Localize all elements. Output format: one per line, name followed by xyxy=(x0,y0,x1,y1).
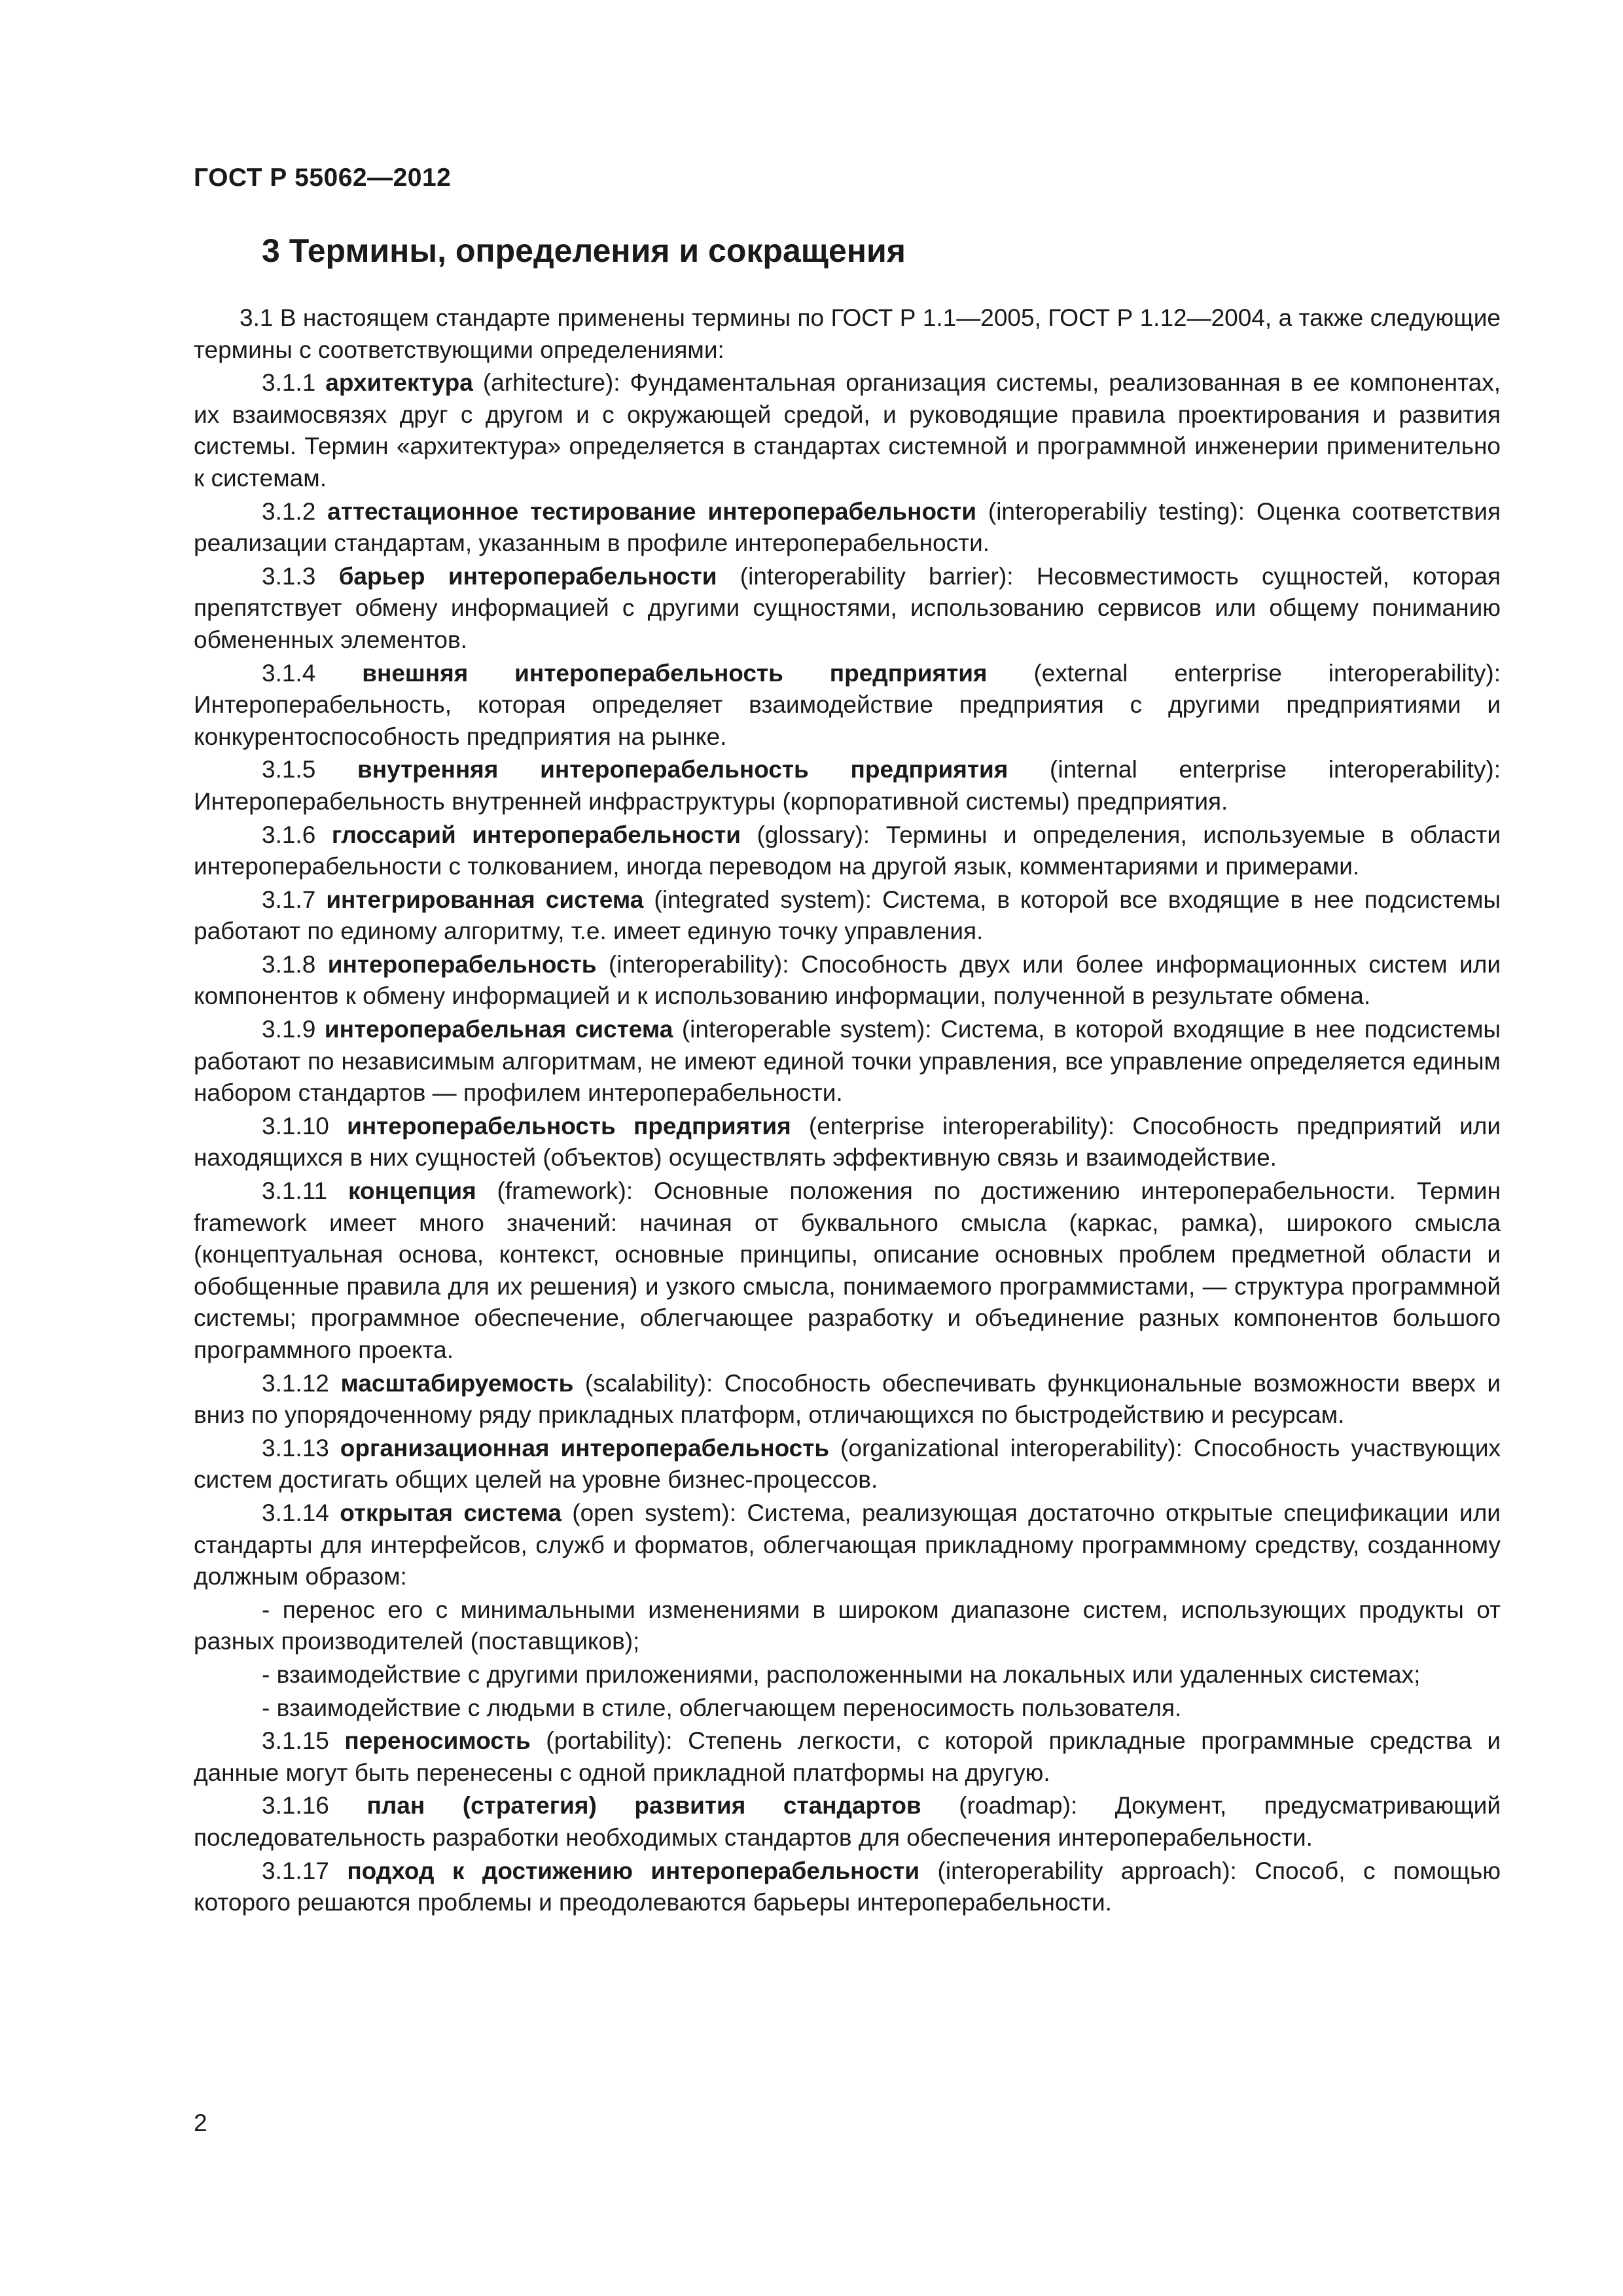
term-definition: (arhitecture): Фундаментальная организация системы, реализованная в ее компонентах, их взаимосвязях друг с другом и с окружающей средой, и руководящие правила проектирования и развития системы. Термин «архитектура» определяется в стандартах системной и программной инженерии применительно к системам. xyxy=(194,369,1501,492)
term-name: внешняя интероперабельность предприятия xyxy=(362,659,988,687)
term-number: 3.1.5 xyxy=(262,756,358,783)
term-paragraph-3-1-1 xyxy=(194,367,1501,494)
term-paragraph-3-1-7 xyxy=(194,884,1501,948)
term-definition: (interoperable system): Система, в которой входящие в нее подсистемы работают по независимым алгоритмам, не имеют единой точки управления, все управление определяется единым набором стандартов — профилем интероперабельности. xyxy=(194,1016,1501,1107)
term-name: аттестационное тестирование интероперабельности xyxy=(327,497,977,525)
term-number: 3.1.7 xyxy=(262,886,327,913)
term-name: подход к достижению интероперабельности xyxy=(347,1857,920,1884)
term-paragraph-3-1-2 xyxy=(194,496,1501,560)
document-header-id: ГОСТ Р 55062—2012 xyxy=(194,164,452,192)
list-item: - перенос его с минимальными изменениями в широком диапазоне систем, использующих продукты от разных производителей (поставщиков); xyxy=(194,1596,1501,1655)
term-name: открытая система xyxy=(340,1499,562,1526)
term-name: интероперабельная система xyxy=(324,1016,673,1043)
term-name: интероперабельность xyxy=(327,950,597,978)
term-name: глоссарий интероперабельности xyxy=(331,821,741,848)
term-definition: (organizational interoperability): Способность участвующих систем достигать общих целей на уровне бизнес-процессов. xyxy=(194,1434,1501,1494)
term-number: 3.1.12 xyxy=(262,1369,341,1397)
term-paragraph-3-1-8 xyxy=(194,949,1501,1013)
term-name: организационная интероперабельность xyxy=(340,1434,830,1462)
page-number: 2 xyxy=(194,2109,207,2136)
term-paragraph-3-1-6 xyxy=(194,819,1501,883)
section-title: 3 Термины, определения и сокращения xyxy=(262,232,906,269)
term-definition: (glossary): Термины и определения, используемые в области интероперабельности с толкованием, иногда переводом на другой язык, комментариями и примерами. xyxy=(194,821,1501,880)
intro-paragraph: 3.1 В настоящем стандарте применены термины по ГОСТ Р 1.1—2005, ГОСТ Р 1.12—2004, а также следующие термины с соответствующими определениями: xyxy=(194,304,1501,363)
term-definition: (external enterprise interoperability): Интероперабельность, которая определяет взаимодействие предприятия с другими предприятиями и конкурентоспособность предприятия на рынке. xyxy=(194,659,1501,750)
term-paragraph-3-1-11 xyxy=(194,1175,1501,1367)
term-number: 3.1.4 xyxy=(262,659,363,687)
term-definition: (interoperability approach): Способ, с помощью которого решаются проблемы и преодолеваются барьеры интероперабельности. xyxy=(194,1857,1501,1916)
term-definition: (integrated system): Система, в которой все входящие в нее подсистемы работают по единому алгоритму, т.е. имеет единую точку управления. xyxy=(194,886,1501,945)
term-paragraph-3-1-17 xyxy=(194,1856,1501,1919)
term-definition: (internal enterprise interoperability): Интероперабельность внутренней инфраструктуры (корпоративной системы) предприятия. xyxy=(194,756,1501,815)
term-paragraph-3-1-15 xyxy=(194,1725,1501,1789)
term-definition: (interoperabiliy testing): Оценка соответствия реализации стандартам, указанным в профиле интероперабельности. xyxy=(194,497,1501,557)
term-number: 3.1.9 xyxy=(262,1016,325,1043)
term-name: интероперабельность предприятия xyxy=(347,1112,791,1139)
term-name: внутренняя интероперабельность предприятия xyxy=(357,756,1008,783)
term-number: 3.1.15 xyxy=(262,1727,345,1755)
term-number: 3.1.6 xyxy=(262,821,332,848)
term-number: 3.1.10 xyxy=(262,1112,348,1139)
term-paragraph-3-1-9 xyxy=(194,1014,1501,1109)
term-number: 3.1.16 xyxy=(262,1792,367,1820)
term-paragraph-3-1-14 xyxy=(194,1498,1501,1593)
list-item: - взаимодействие с другими приложениями, расположенными на локальных или удаленных системах; xyxy=(262,1660,1421,1688)
term-number: 3.1.17 xyxy=(262,1857,348,1884)
term-number: 3.1.14 xyxy=(262,1499,340,1526)
term-number: 3.1.3 xyxy=(262,562,339,590)
term-definition: (interoperability barrier): Несовместимость сущностей, которая препятствует обмену информацией с другими сущностями, использованию сервисов или общему пониманию обмененных элементов. xyxy=(194,562,1501,653)
term-number: 3.1.2 xyxy=(262,497,328,525)
term-number: 3.1.13 xyxy=(262,1434,340,1462)
term-name: интегрированная система xyxy=(326,886,644,913)
term-definition: (enterprise interoperability): Способность предприятий или находящихся в них сущностей (объектов) осуществлять эффективную связь и взаимодействие. xyxy=(194,1112,1501,1172)
list-item: - взаимодействие с людьми в стиле, облегчающем переносимость пользователя. xyxy=(262,1694,1182,1721)
term-name: масштабируемость xyxy=(340,1369,574,1397)
term-paragraph-3-1-4 xyxy=(194,658,1501,753)
term-definition: (portability): Степень легкости, с которой прикладные программные средства и данные могут быть перенесены с одной прикладной платформы на другую. xyxy=(194,1727,1501,1786)
term-name: архитектура xyxy=(325,369,473,397)
term-number: 3.1.1 xyxy=(262,369,326,397)
term-number: 3.1.8 xyxy=(262,950,328,978)
term-paragraph-3-1-3 xyxy=(194,561,1501,656)
term-paragraph-3-1-5 xyxy=(194,754,1501,817)
section-body xyxy=(194,302,1501,1920)
term-name: переносимость xyxy=(344,1727,531,1755)
term-definition: (scalability): Способность обеспечивать функциональные возможности вверх и вниз по упорядоченному ряду прикладных платформ, отличающихся по быстродействию и ресурсам. xyxy=(194,1369,1501,1429)
term-definition: (open system): Система, реализующая достаточно открытые спецификации или стандарты для интерфейсов, служб и форматов, облегчающая прикладному программному средству, созданному должным образом: xyxy=(194,1499,1501,1590)
term-paragraph-3-1-13 xyxy=(194,1433,1501,1496)
term-paragraph-3-1-12 xyxy=(194,1368,1501,1431)
term-number: 3.1.11 xyxy=(262,1177,348,1205)
term-name: концепция xyxy=(348,1177,476,1205)
term-paragraph-3-1-16 xyxy=(194,1790,1501,1854)
term-name: план (стратегия) развития стандартов xyxy=(366,1792,921,1820)
term-name: барьер интероперабельности xyxy=(338,562,717,590)
term-definition: (framework): Основные положения по достижению интероперабельности. Термин framework имеет много значений: начиная от буквального смысла (каркас, рамка), широкого смысла (концептуальная основа, контекст, основные принципы, описание основных проблем предметной области и обобщенные правила для их решения) и узкого смысла, понимаемого программистами, — структура программной системы; программное обеспечение, облегчающее разработку и объединение разных компонентов большого программного проекта. xyxy=(194,1177,1501,1363)
term-paragraph-3-1-10 xyxy=(194,1111,1501,1174)
term-definition: (interoperability): Способность двух или более информационных систем или компонентов к обмену информацией и к использованию информации, полученной в результате обмена. xyxy=(194,950,1501,1010)
term-definition: (roadmap): Документ, предусматривающий последовательность разработки необходимых стандартов для обеспечения интероперабельности. xyxy=(194,1792,1501,1851)
